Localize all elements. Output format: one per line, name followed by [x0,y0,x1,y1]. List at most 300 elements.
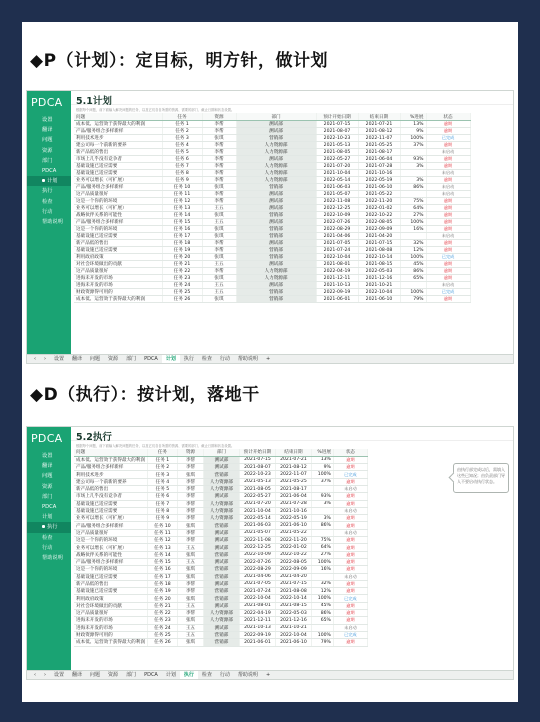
status-badge[interactable]: 逾期 [426,247,470,254]
status-badge[interactable]: 逾期 [333,617,367,624]
table-cell[interactable]: 李帮 [202,170,236,177]
sheet-tab[interactable]: 部门 [126,356,137,362]
table-cell[interactable]: 营销部 [203,566,239,573]
table-cell[interactable]: 李帮 [202,149,236,156]
table-cell[interactable]: 2021-10-04 [316,170,358,177]
table-cell[interactable]: 2022-10-09 [239,551,275,558]
table-cell[interactable]: 建公司每一个前新的要养 [74,478,147,485]
table-cell[interactable]: 任务 14 [162,212,202,219]
table-cell[interactable]: 16% [400,226,426,233]
table-cell[interactable]: 37% [311,478,333,485]
table-cell[interactable]: 产品/服务组合多样新样 [74,522,147,529]
table-cell[interactable]: 任务 20 [147,595,177,602]
status-badge[interactable]: 逾期 [333,551,367,558]
table-cell[interactable]: 2021-07-05 [316,240,358,247]
table-cell[interactable]: 人力资源部 [203,507,239,514]
table-cell[interactable]: 2022-05-14 [316,177,358,184]
table-cell[interactable]: 2021-07-28 [358,163,400,170]
table-cell[interactable]: 李帮 [202,191,236,198]
table-cell[interactable]: 任务 25 [147,631,177,638]
table-cell[interactable]: 100% [311,558,333,565]
sidebar-item[interactable] [27,135,71,145]
table-cell[interactable] [311,573,333,580]
sidebar-item[interactable] [27,512,71,522]
table-cell[interactable]: 2022-12-25 [316,205,358,212]
table-cell[interactable]: 测试部 [236,282,316,289]
table-cell[interactable]: 营销部 [236,247,316,254]
table-cell[interactable]: 基础设施已适应需要 [74,573,147,580]
table-cell[interactable]: 张琪 [177,471,203,478]
table-cell[interactable]: 任务 19 [162,247,202,254]
sidebar-item[interactable] [27,492,71,502]
sidebar-item[interactable] [27,533,71,543]
table-cell[interactable]: 2021-07-15 [316,121,358,128]
table-cell[interactable]: 任务 16 [147,566,177,573]
table-cell[interactable]: 张琪 [177,566,203,573]
sheet-tab[interactable]: 部门 [126,672,137,678]
table-cell[interactable]: 2021-12-16 [358,275,400,282]
table-cell[interactable]: 2022-10-22 [358,212,400,219]
table-cell[interactable]: 93% [311,493,333,500]
table-cell[interactable]: 2021-12-11 [316,275,358,282]
table-cell[interactable]: 李帮 [177,456,203,463]
table-cell[interactable]: 2022-05-03 [358,268,400,275]
table-cell[interactable]: 王五 [202,205,236,212]
table-cell[interactable]: 2021-07-21 [275,456,311,463]
table-cell[interactable]: 2022-08-05 [275,558,311,565]
table-cell[interactable]: 人力资源部 [236,177,316,184]
table-cell[interactable]: 李帮 [202,142,236,149]
table-cell[interactable]: 人力资源部 [203,500,239,507]
table-cell[interactable]: 新产品低的售出 [74,149,162,156]
table-cell[interactable]: 86% [400,268,426,275]
status-badge[interactable]: 未启动 [333,485,367,492]
sidebar-item[interactable] [27,502,71,512]
table-cell[interactable]: 这产品质量很好 [74,191,162,198]
table-cell[interactable]: 成本低、运营效于获得最大的利润 [74,296,162,303]
table-cell[interactable]: 进海未开发的市场 [74,275,162,282]
status-badge[interactable]: 逾期 [333,588,367,595]
table-cell[interactable]: 2022-11-07 [358,135,400,142]
table-cell[interactable]: 65% [311,617,333,624]
table-cell[interactable]: 对社会环境做出的贡献 [74,261,162,268]
table-cell[interactable]: 12% [311,588,333,595]
table-cell[interactable]: 成本低、运营效于获得最大的利润 [74,639,147,646]
table-cell[interactable]: 100% [311,471,333,478]
table-cell[interactable]: 测试部 [203,602,239,609]
table-cell[interactable]: 任务 4 [147,478,177,485]
table-cell[interactable]: 任务 7 [162,163,202,170]
table-cell[interactable]: 2021-10-04 [239,507,275,514]
table-cell[interactable]: 2021-07-24 [316,247,358,254]
table-cell[interactable]: 75% [311,537,333,544]
table-cell[interactable]: 任务 9 [162,177,202,184]
table-cell[interactable]: 13% [311,456,333,463]
table-cell[interactable]: 测试部 [203,544,239,551]
table-cell[interactable]: 79% [311,639,333,646]
table-cell[interactable]: 测试部 [203,537,239,544]
table-cell[interactable]: 2021-04-20 [275,573,311,580]
table-cell[interactable]: 人力资源部 [203,515,239,522]
sheet-tab[interactable]: 问题 [90,672,101,678]
table-cell[interactable]: 人力资源部 [236,170,316,177]
table-cell[interactable]: 测试部 [236,219,316,226]
table-cell[interactable]: 100% [400,135,426,142]
status-badge[interactable]: 已完成 [333,631,367,638]
table-cell[interactable]: 任务 1 [147,456,177,463]
table-cell[interactable]: 基础设施已适应需要 [74,588,147,595]
table-cell[interactable]: 王五 [177,624,203,631]
table-cell[interactable]: 2021-08-08 [358,247,400,254]
column-header[interactable]: %进展 [400,113,426,121]
table-cell[interactable]: 任务 10 [147,522,177,529]
table-cell[interactable]: 64% [400,205,426,212]
sidebar-item[interactable] [27,115,71,125]
table-cell[interactable]: 任务 6 [147,493,177,500]
column-header[interactable]: 状态 [426,113,470,121]
table-cell[interactable]: 9% [400,128,426,135]
table-cell[interactable]: 张琪 [177,551,203,558]
table-cell[interactable]: 2021-04-06 [239,573,275,580]
status-badge[interactable]: 未启动 [333,529,367,536]
table-cell[interactable]: 2021-05-07 [316,191,358,198]
table-cell[interactable]: 2022-01-02 [358,205,400,212]
table-cell[interactable]: 王五 [177,602,203,609]
column-header[interactable]: %进展 [311,449,333,456]
column-header[interactable]: 资源 [202,113,236,121]
table-cell[interactable]: 12% [400,247,426,254]
table-cell[interactable]: 2022-11-08 [316,198,358,205]
status-badge[interactable]: 逾期 [426,240,470,247]
table-cell[interactable]: 2021-05-07 [239,529,275,536]
table-cell[interactable]: 李帮 [177,529,203,536]
status-badge[interactable]: 逾期 [426,226,470,233]
sheet-tab[interactable]: 翻译 [72,672,83,678]
table-cell[interactable] [400,282,426,289]
table-cell[interactable]: 任务 23 [162,275,202,282]
table-cell[interactable]: 2021-10-21 [275,624,311,631]
table-cell[interactable]: 李帮 [202,177,236,184]
status-badge[interactable]: 未启动 [426,282,470,289]
table-cell[interactable]: 新产品低的售出 [74,580,147,587]
table-cell[interactable]: 王五 [177,558,203,565]
table-cell[interactable]: 任务 3 [162,135,202,142]
table-cell[interactable]: 9% [311,464,333,471]
table-cell[interactable]: 测试部 [203,493,239,500]
table-cell[interactable]: 任务 12 [147,537,177,544]
status-badge[interactable]: 逾期 [333,566,367,573]
column-header[interactable]: 资源 [177,449,203,456]
table-cell[interactable]: 任务 5 [162,149,202,156]
table-cell[interactable]: 2021-06-10 [275,522,311,529]
sidebar-item[interactable] [27,522,71,532]
prev-sheet-icon[interactable]: ‹ [34,356,36,362]
table-cell[interactable]: 李帮 [202,156,236,163]
table-cell[interactable]: 27% [400,212,426,219]
table-cell[interactable]: 100% [400,289,426,296]
table-cell[interactable]: 2022-10-09 [316,212,358,219]
table-cell[interactable]: 李帮 [177,478,203,485]
sheet-tab[interactable]: 资源 [108,672,119,678]
table-cell[interactable]: 测试部 [236,156,316,163]
status-badge[interactable]: 逾期 [426,177,470,184]
table-cell[interactable]: 测试部 [236,198,316,205]
sidebar-item[interactable] [27,461,71,471]
table-cell[interactable]: 2022-08-05 [358,219,400,226]
table-cell[interactable]: 86% [311,522,333,529]
add-sheet-icon[interactable]: + [265,356,271,362]
table-cell[interactable]: 2022-09-09 [358,226,400,233]
table-cell[interactable] [400,233,426,240]
table-cell[interactable]: 任务 4 [162,142,202,149]
table-cell[interactable]: 营销部 [203,588,239,595]
table-cell[interactable]: 任务 11 [162,191,202,198]
table-cell[interactable]: 营销部 [236,212,316,219]
table-cell[interactable]: 测试部 [203,529,239,536]
status-badge[interactable]: 逾期 [426,205,470,212]
table-cell[interactable]: 产品/服务组合多样新样 [74,219,162,226]
table-cell[interactable]: 测试部 [203,624,239,631]
table-cell[interactable]: 任务 21 [162,261,202,268]
next-sheet-icon[interactable]: › [44,356,46,362]
table-cell[interactable]: 2021-05-25 [358,142,400,149]
table-cell[interactable]: 营销部 [203,573,239,580]
table-cell[interactable]: 2021-08-07 [316,128,358,135]
table-cell[interactable]: 2022-01-02 [275,544,311,551]
table-cell[interactable]: 王五 [202,261,236,268]
status-badge[interactable]: 未启动 [426,233,470,240]
table-cell[interactable]: 产品/服务组合多样新样 [74,184,162,191]
status-badge[interactable]: 未启动 [426,191,470,198]
table-cell[interactable]: 任务 23 [147,617,177,624]
status-badge[interactable]: 逾期 [333,610,367,617]
status-badge[interactable]: 已完成 [426,254,470,261]
table-cell[interactable]: 任务 24 [147,624,177,631]
table-cell[interactable]: 李帮 [177,580,203,587]
table-cell[interactable]: 营销部 [236,296,316,303]
table-cell[interactable]: 任务 10 [162,184,202,191]
table-cell[interactable]: 2021-07-21 [358,121,400,128]
status-badge[interactable]: 逾期 [333,478,367,485]
table-cell[interactable]: 任务 11 [147,529,177,536]
table-cell[interactable]: 2021-06-10 [358,184,400,191]
table-cell[interactable]: 财政资源得可用的 [74,631,147,638]
column-header[interactable]: 预计开始日期 [239,449,275,456]
table-cell[interactable]: 营销部 [203,471,239,478]
table-cell[interactable]: 任务 1 [162,121,202,128]
table-cell[interactable]: 任务 19 [147,588,177,595]
sheet-tab[interactable]: 设置 [54,356,65,362]
table-cell[interactable]: 进海未开发的市场 [74,617,147,624]
table-cell[interactable]: 营销部 [203,522,239,529]
table-cell[interactable]: 16% [311,566,333,573]
table-cell[interactable]: 营销部 [236,289,316,296]
table-cell[interactable]: 张琪 [177,595,203,602]
table-cell[interactable]: 测试部 [203,558,239,565]
column-header[interactable]: 部门 [203,449,239,456]
table-cell[interactable]: 测试部 [236,205,316,212]
sheet-tab[interactable]: 行动 [219,672,230,678]
table-cell[interactable]: 王五 [202,282,236,289]
table-cell[interactable]: 3% [311,515,333,522]
table-cell[interactable]: 3% [311,500,333,507]
table-cell[interactable]: 进海未开发的市场 [74,624,147,631]
table-cell[interactable]: 2021-07-15 [239,456,275,463]
table-cell[interactable]: 对社会环境做出的贡献 [74,602,147,609]
table-cell[interactable]: 2022-09-19 [316,289,358,296]
table-cell[interactable]: 人力资源部 [203,485,239,492]
table-cell[interactable]: 2022-11-08 [239,537,275,544]
table-cell[interactable]: 2021-08-05 [239,485,275,492]
table-cell[interactable]: 2022-07-26 [239,558,275,565]
table-cell[interactable]: 人力资源部 [236,268,316,275]
table-cell[interactable]: 人力资源部 [203,478,239,485]
table-cell[interactable]: 测试部 [203,456,239,463]
table-cell[interactable]: 李帮 [177,500,203,507]
table-cell[interactable]: 任务 17 [147,573,177,580]
table-cell[interactable]: 张琪 [177,617,203,624]
table-cell[interactable]: 任务 15 [162,219,202,226]
table-cell[interactable]: 营销部 [203,631,239,638]
status-badge[interactable]: 逾期 [426,156,470,163]
column-header[interactable]: 任务 [162,113,202,121]
table-cell[interactable]: 张琪 [177,639,203,646]
table-cell[interactable]: 2021-08-08 [275,588,311,595]
table-cell[interactable]: 任务 13 [147,544,177,551]
table-cell[interactable]: 2021-10-16 [275,507,311,514]
table-cell[interactable]: 营销部 [236,135,316,142]
table-cell[interactable]: 成本低、运营效于获得最大的利润 [74,121,162,128]
table-cell[interactable]: 2021-05-22 [358,191,400,198]
sidebar-item[interactable] [27,471,71,481]
table-cell[interactable]: 李帮 [177,588,203,595]
table-cell[interactable]: 营销部 [236,184,316,191]
table-cell[interactable]: 2022-09-19 [239,631,275,638]
table-cell[interactable]: 2021-05-22 [275,529,311,536]
table-cell[interactable]: 基础设施已适应需要 [74,507,147,514]
table-cell[interactable]: 任务 22 [162,268,202,275]
table-cell[interactable]: 测试部 [203,580,239,587]
table-cell[interactable]: 2022-10-23 [239,471,275,478]
table-cell[interactable]: 张琪 [202,296,236,303]
table-cell[interactable]: 产品/服务组合多样新样 [74,558,147,565]
sheet-tab[interactable]: 执行 [180,671,198,679]
table-cell[interactable]: 李帮 [202,128,236,135]
sheet-tab[interactable]: 帮助说明 [237,356,258,362]
table-cell[interactable]: 这是一个你的的环境 [74,198,162,205]
table-cell[interactable]: 2022-10-22 [275,551,311,558]
status-badge[interactable]: 逾期 [426,198,470,205]
table-cell[interactable]: 2022-11-07 [275,471,311,478]
table-cell[interactable]: 2021-07-15 [275,580,311,587]
table-cell[interactable] [400,149,426,156]
table-cell[interactable]: 2021-10-13 [316,282,358,289]
sheet-tab[interactable]: 翻译 [72,356,83,362]
status-badge[interactable]: 逾期 [333,580,367,587]
table-cell[interactable]: 2021-04-06 [316,233,358,240]
sidebar-item[interactable] [27,166,71,176]
table-cell[interactable]: 2022-10-14 [358,254,400,261]
table-cell[interactable]: 财政资源得可用的 [74,289,162,296]
table-cell[interactable]: 业务可以增长（可扩展） [74,177,162,184]
table-cell[interactable]: 张琪 [202,212,236,219]
status-badge[interactable]: 逾期 [426,275,470,282]
sheet-tab[interactable]: 计划 [162,355,180,363]
status-badge[interactable]: 逾期 [333,456,367,463]
table-cell[interactable]: 测试部 [236,128,316,135]
sidebar-item[interactable] [27,451,71,461]
table-cell[interactable]: 李帮 [177,485,203,492]
sheet-tab[interactable]: 检查 [201,356,212,362]
table-cell[interactable]: 任务 15 [147,558,177,565]
table-cell[interactable] [400,170,426,177]
status-badge[interactable]: 逾期 [426,296,470,303]
table-cell[interactable]: 2021-07-20 [239,500,275,507]
table-cell[interactable]: 基础设施已适应需要 [74,500,147,507]
table-cell[interactable]: 2021-08-15 [275,602,311,609]
sheet-tab[interactable]: 行动 [219,356,230,362]
table-cell[interactable]: 2021-08-07 [239,464,275,471]
sidebar-item[interactable] [27,186,71,196]
table-cell[interactable]: 李帮 [202,163,236,170]
sidebar-item[interactable] [27,553,71,563]
table-cell[interactable]: 任务 12 [162,198,202,205]
table-cell[interactable]: 新产品低的售出 [74,485,147,492]
sheet-tab[interactable]: 问题 [90,356,101,362]
table-cell[interactable]: 人力资源部 [203,617,239,624]
table-cell[interactable]: 测试部 [236,240,316,247]
status-badge[interactable]: 逾期 [426,219,470,226]
table-cell[interactable]: 营销部 [203,639,239,646]
status-badge[interactable]: 已完成 [426,289,470,296]
table-cell[interactable]: 这是一个你的的环境 [74,226,162,233]
table-cell[interactable]: 93% [400,156,426,163]
status-badge[interactable]: 未启动 [333,624,367,631]
table-cell[interactable]: 营销部 [236,233,316,240]
table-cell[interactable]: 张琪 [202,254,236,261]
table-cell[interactable]: 2021-08-01 [316,261,358,268]
next-sheet-icon[interactable]: › [44,672,46,678]
table-cell[interactable]: 2022-05-03 [275,610,311,617]
table-cell[interactable]: 张琪 [177,573,203,580]
table-cell[interactable]: 64% [311,544,333,551]
table-cell[interactable]: 任务 18 [147,580,177,587]
sidebar-item[interactable] [27,543,71,553]
table-cell[interactable]: 营销部 [203,595,239,602]
status-badge[interactable]: 已完成 [426,135,470,142]
table-cell[interactable]: 这产品质量很好 [74,268,162,275]
table-cell[interactable]: 2022-12-25 [239,544,275,551]
table-cell[interactable] [311,624,333,631]
status-badge[interactable]: 逾期 [333,500,367,507]
table-cell[interactable]: 2022-05-19 [358,177,400,184]
table-cell[interactable]: 任务 2 [162,128,202,135]
column-header[interactable]: 部门 [236,113,316,121]
status-badge[interactable]: 逾期 [333,522,367,529]
status-badge[interactable]: 已完成 [333,595,367,602]
table-cell[interactable]: 这产品质量很好 [74,529,147,536]
prev-sheet-icon[interactable]: ‹ [34,672,36,678]
table-cell[interactable]: 2021-06-01 [239,639,275,646]
status-badge[interactable]: 逾期 [426,212,470,219]
table-cell[interactable]: 任务 24 [162,282,202,289]
table-cell[interactable]: 2021-06-01 [316,296,358,303]
table-cell[interactable]: 任务 5 [147,485,177,492]
table-cell[interactable]: 任务 8 [147,507,177,514]
table-cell[interactable]: 市场上几乎没有竞争者 [74,156,162,163]
table-cell[interactable]: 2021-07-28 [275,500,311,507]
status-badge[interactable]: 逾期 [333,558,367,565]
